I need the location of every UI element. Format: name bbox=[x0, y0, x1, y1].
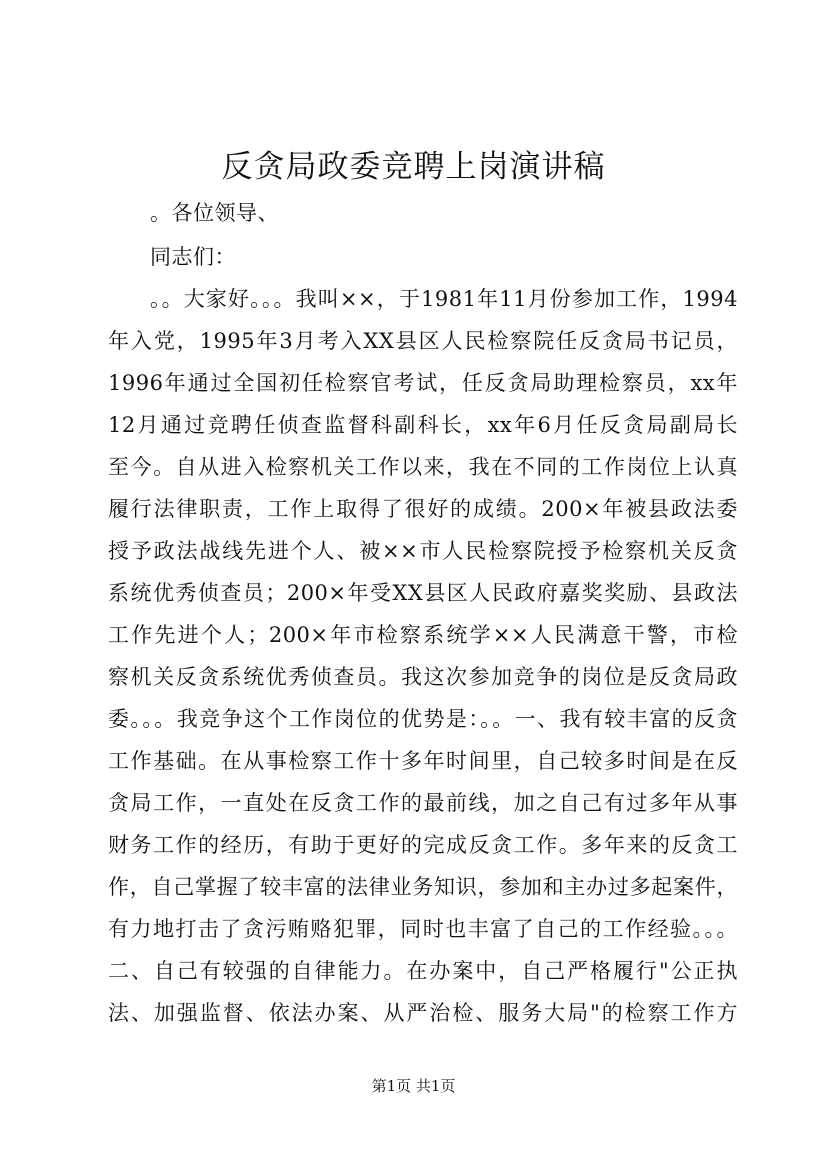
body-line: 贪局工作，一直处在反贪工作的最前线，加之自己有过多年从事 bbox=[108, 791, 738, 815]
body-line: 1996年通过全国初任检察官考试，任反贪局助理检察员，xx年 bbox=[108, 371, 738, 395]
page-number-footer: 第1页 共1页 bbox=[371, 1077, 456, 1095]
body-line: 12月通过竞聘任侦查监督科副科长，xx年6月任反贪局副局长 bbox=[108, 413, 738, 437]
body-line: 工作基础。在从事检察工作十多年时间里，自己较多时间是在反 bbox=[108, 749, 738, 773]
body-line: 法、加强监督、依法办案、从严治检、服务大局"的检察工作方 bbox=[108, 1001, 738, 1025]
body-line: 系统优秀侦查员；200×年受XX县区人民政府嘉奖奖励、县政法 bbox=[108, 581, 738, 605]
body-line: 履行法律职责，工作上取得了很好的成绩。200×年被县政法委 bbox=[108, 497, 738, 521]
document-title: 反贪局政委竞聘上岗演讲稿 bbox=[221, 149, 606, 185]
body-line: 工作先进个人；200×年市检察系统学××人民满意干警，市检 bbox=[108, 623, 738, 647]
salutation-line-2: 同志们： bbox=[150, 245, 236, 269]
body-line: 授予政法战线先进个人、被××市人民检察院授予检察机关反贪 bbox=[108, 539, 738, 563]
body-line: 有力地打击了贪污贿赂犯罪，同时也丰富了自己的工作经验。。。 bbox=[108, 917, 738, 941]
body-line: 察机关反贪系统优秀侦查员。我这次参加竞争的岗位是反贪局政 bbox=[108, 665, 738, 689]
body-line: 至今。自从进入检察机关工作以来，我在不同的工作岗位上认真 bbox=[108, 455, 738, 479]
body-line: 委。。。我竞争这个工作岗位的优势是：。。一、我有较丰富的反贪 bbox=[108, 707, 738, 731]
body-line: 。。大家好。。。我叫××，于1981年11月份参加工作，1994 bbox=[150, 287, 738, 311]
body-line: 年入党，1995年3月考入XX县区人民检察院任反贪局书记员， bbox=[108, 329, 738, 353]
salutation-line-1: 。各位领导、 bbox=[150, 201, 279, 225]
body-line: 作，自己掌握了较丰富的法律业务知识，参加和主办过多起案件， bbox=[108, 875, 738, 899]
body-line: 二、自己有较强的自律能力。在办案中，自己严格履行"公正执 bbox=[108, 959, 738, 983]
body-line: 财务工作的经历，有助于更好的完成反贪工作。多年来的反贪工 bbox=[108, 833, 738, 857]
